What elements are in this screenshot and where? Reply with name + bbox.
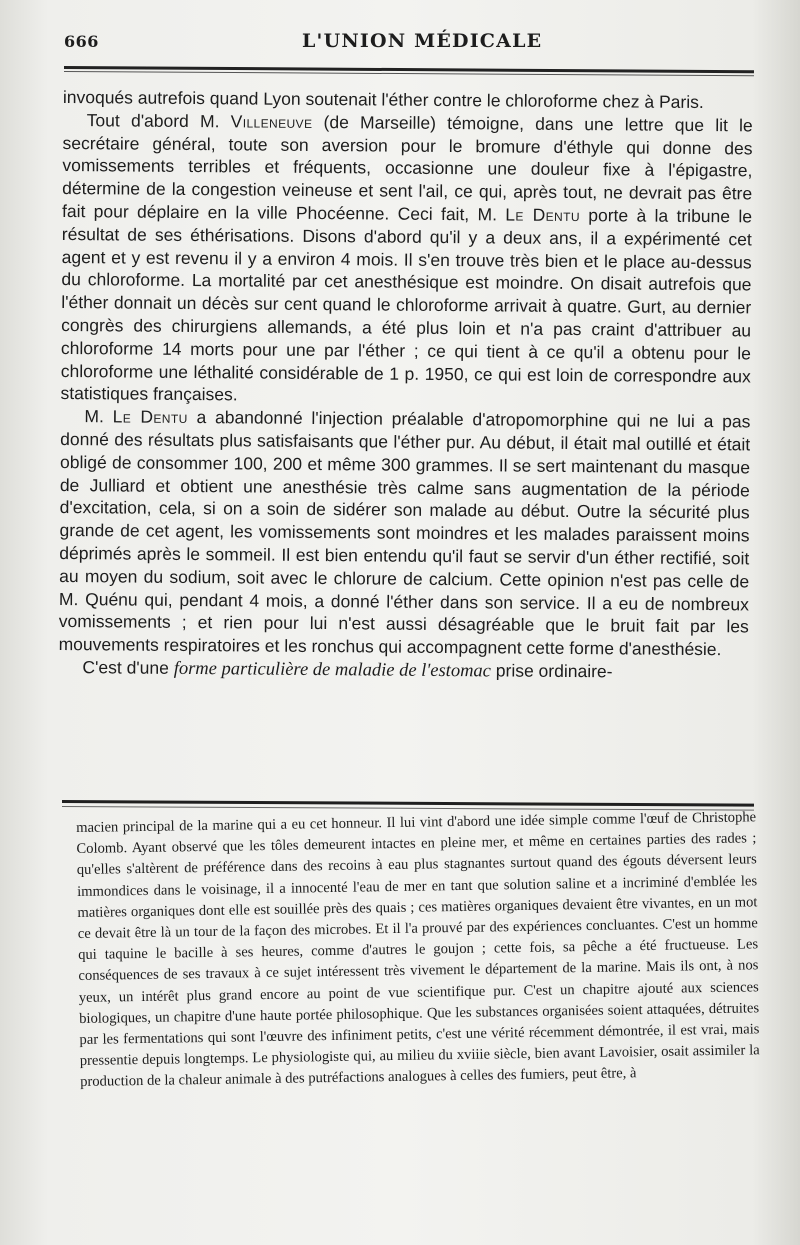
footnote [76, 807, 760, 1093]
journal-title: L'UNION MÉDICALE [302, 30, 543, 52]
paragraph-le-dentu [59, 405, 751, 661]
running-head [64, 30, 732, 56]
text-run: Tout d'abord M. [86, 109, 231, 132]
author-name-villeneuve: Villeneuve [230, 111, 313, 132]
text-run: porte à la tribune le résultat de ses éthérisations. Disons d'abord qu'il y a deux ans, il a expérimenté cet agent et y est revenu il y a environ 4 mois. Il s'en trouve très bien et le place au-dessus du chloroforme. La mortalité par cet anesthésique est moindre. On disait autrefois que l'éther donnait un décès sur cent quand le chloroforme arrivait à quatre. Gurt, au dernier congrès des chirurgiens allemands, a été plus loin et n'a pas craint d'attribuer au chloroforme 14 morts pour une par l'éther ; ce qui tient à ce qu'il a obtenu pour le chloroforme une léthalité considérable de 1 p. 1950, ce qui est loin de correspondre aux statistiques françaises. [60, 205, 753, 405]
main-text [58, 86, 753, 685]
author-name-le-dentu: Le Dentu [112, 406, 188, 428]
text-run: M. [84, 406, 113, 427]
author-name-le-dentu: Le Dentu [505, 204, 581, 226]
paragraph-continuation: invoqués autrefois quand Lyon soutenait l'éther contre le chloroforme chez à Paris. [62, 86, 704, 113]
footnote-text: macien principal de la marine qui a eu cet honneur. Il lui vint d'abord une idée simple comme l'œuf de Christophe Colomb. Ayant observé que les tôles demeurent intactes en pleine mer, et même en certaines parties des rades ; qu'elles s'altèrent de préférence dans des recoins à eau plus stagnantes surtout quand des égouts déversent leurs immondices dans le voisinage, il a innocenté l'eau de mer en tant que solution saline et a incriminé d'emblée les matières organiques dont elle est souillée près des quais ; ces matières organiques devaient être vivantes, en un mot ce devait être là un tour de la façon des microbes. Et il l'a prouvé par des expériences concluantes. C'est un homme qui taquine le bacille à ses heures, comme d'autres le goujon ; cette fois, sa pêche a été fructueuse. Les conséquences de ses travaux à ce sujet intéressent très vivement le département de la marine. Mais ils ont, à nos yeux, un intérêt plus grand encore au point de vue scientifique pur. C'est un chapitre ajouté aux sciences biologiques, un chapitre d'une haute portée philosophique. Que les substances organisées soient attaquées, détruites par les fermentations qui sont l'œuvre des infiniment petits, c'est une vérité récemment démontrée, il est vrai, mais pressentie depuis longtemps. Le physiologiste qui, au milieu du xviiie siècle, bien avant Lavoisier, osait assimiler la production de la chaleur animale à des putréfactions analogues à celles des fumiers, peut être, à [76, 809, 760, 1091]
emphasized-phrase: forme particulière de maladie de l'estomac [173, 658, 492, 682]
text-run: prise ordinaire- [490, 660, 613, 682]
text-run: (de Marseille) témoigne, dans une lettre que lit le secrétaire général, toute son aversion pour le bromure d'éthyle qui donne des vomissements terribles et fréquents, occasionne une douleur fixe à l'épigastre, détermine de la congestion veineuse et sent l'ail, ce qui, après tout, ne devrait pas être fait pour déplaire en la ville Phocéenne. Ceci fait, M. [61, 111, 753, 225]
paragraph-villeneuve [60, 109, 752, 411]
text-run: C'est d'une [82, 657, 174, 678]
page-number: 666 [64, 32, 99, 51]
text-run: a abandonné l'injection préalable d'atropomorphine qui ne lui a pas donné des résultats plus satisfaisants que l'éther pur. Au début, il était mal outillé et était obligé de consommer 100, 200 et même 300 grammes. Il se sert maintenant du masque de Julliard et obtient une anesthésie très calme sans augmentation de la période d'excitation, cela, si on a soin de sidérer son malade au début. Outre la sécurité plus grande de cet agent, les vomissements sont moindres et les malades paraissent moins déprimés après le sommeil. Il est bien entendu qu'il faut se servir d'un éther rectifié, soit au moyen du sodium, soit avec le chlorure de calcium. Cette opinion n'est pas celle de M. Quénu qui, pendant 4 mois, a donné l'éther dans son service. Il a eu de nombreux vomissements ; et rien pour lui n'est aussi désagréable que le bruit fait par les mouvements respiratoires et les ronchus qui accompagnent cette forme d'anesthésie. [58, 407, 751, 660]
